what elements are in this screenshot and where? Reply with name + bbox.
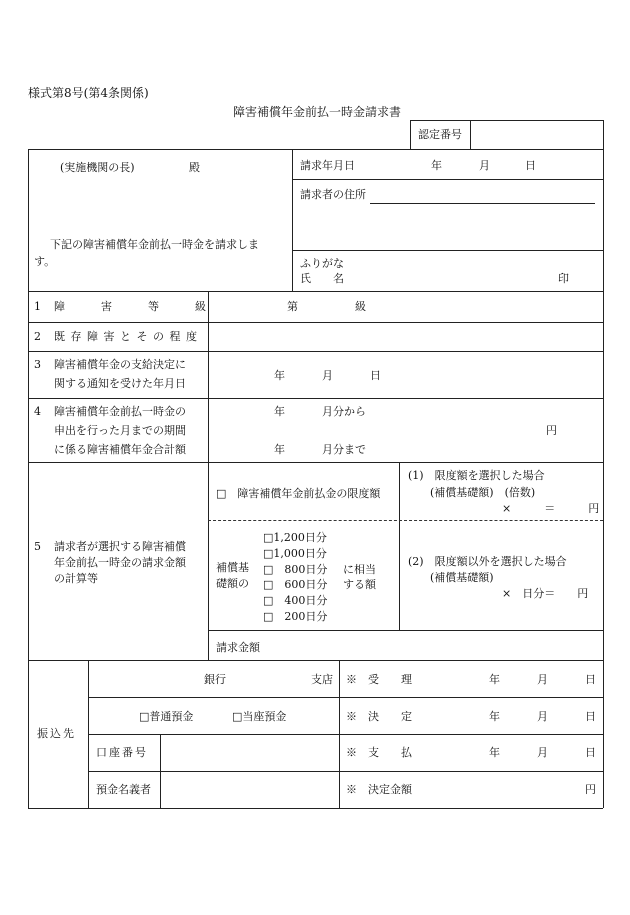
row4-label-line3: に係る障害補償年金合計額 (54, 443, 186, 456)
row1-value-suffix: 級 (355, 300, 366, 313)
row3-day: 日 (370, 369, 381, 382)
received-day: 日 (585, 673, 596, 686)
row3-year: 年 (274, 369, 285, 382)
claim-date-month: 月 (479, 159, 490, 172)
row1-label-char4: 級 (195, 300, 206, 313)
row2-number: 2 (34, 330, 41, 343)
received-year: 年 (489, 673, 500, 686)
decided-label: ※ 決 定 (346, 710, 412, 723)
decided-month: 月 (537, 710, 548, 723)
request-text-cont: す。 (34, 255, 56, 268)
account-number-field[interactable] (161, 735, 338, 770)
row1-label-char2: 害 (101, 300, 112, 313)
case2-calc: × 日分＝ 円 (502, 587, 589, 600)
claim-date-year: 年 (431, 159, 442, 172)
row4-to-month: 月分まで (322, 443, 366, 456)
row4-label-line1: 障害補償年金前払一時金の (54, 405, 186, 418)
request-amount-field[interactable] (270, 632, 602, 659)
decided-amount-yen: 円 (585, 783, 596, 796)
decided-year: 年 (489, 710, 500, 723)
day-option-200[interactable]: □ 200日分 (263, 610, 328, 623)
case2-title: (2) 限度額以外を選択した場合 (408, 555, 567, 568)
equiv-line2: する額 (343, 578, 376, 591)
case1-title: (1) 限度額を選択した場合 (408, 469, 545, 482)
row1-number: 1 (34, 300, 41, 313)
row4-label-line2: 申出を行った月までの期間 (54, 424, 186, 437)
row3-label-line2: 関する通知を受けた年月日 (54, 377, 186, 390)
deposit-ordinary-checkbox[interactable]: □普通預金 (139, 710, 194, 723)
name-label: 氏 名 (300, 272, 344, 285)
claimant-address-label: 請求者の住所 (300, 188, 366, 201)
row3-month: 月 (322, 369, 333, 382)
claim-date-label: 請求年月日 (300, 159, 355, 172)
form-number: 様式第8号(第4条関係) (28, 86, 149, 100)
paid-year: 年 (489, 746, 500, 759)
case2-sub: (補償基礎額) (430, 571, 494, 584)
row5-label-line3: の計算等 (54, 572, 98, 585)
claimant-address-line[interactable] (370, 203, 595, 204)
row1-label-char1: 障 (54, 300, 65, 313)
day-option-600[interactable]: □ 600日分 (263, 578, 328, 591)
equiv-line1: に相当 (343, 563, 376, 576)
furigana-label: ふりがな (300, 257, 344, 270)
received-label: ※ 受 理 (346, 673, 412, 686)
day-option-1000[interactable]: □1,000日分 (263, 547, 327, 560)
approval-number-label: 認定番号 (418, 128, 462, 141)
decided-amount-label: ※ 決定金額 (346, 783, 412, 796)
bank-label: 銀行 (204, 673, 226, 686)
base-label-line1: 補償基 (216, 561, 249, 574)
row5-label-line2: 年金前払一時金の請求金額 (54, 556, 186, 569)
case1-sub: (補償基礎額) (倍数) (430, 486, 536, 499)
paid-month: 月 (537, 746, 548, 759)
row1-label-char3: 等 (148, 300, 159, 313)
row4-number: 4 (34, 405, 41, 418)
row5-label-line1: 請求者が選択する障害補償 (54, 540, 186, 553)
day-option-1200[interactable]: □1,200日分 (263, 531, 327, 544)
row5-number: 5 (34, 540, 41, 553)
transfer-label: 振込先 (37, 727, 76, 740)
account-number-label: 口座番号 (96, 746, 148, 759)
approval-number-field[interactable] (471, 121, 602, 148)
row4-from-month: 月分から (322, 405, 366, 418)
addressee-org: (実施機関の長) (60, 161, 135, 174)
received-month: 月 (537, 673, 548, 686)
day-option-400[interactable]: □ 400日分 (263, 594, 328, 607)
paid-day: 日 (585, 746, 596, 759)
base-label-line2: 礎額の (216, 577, 249, 590)
limit-option-checkbox[interactable]: □ 障害補償年金前払金の限度額 (216, 487, 381, 500)
addressee-honorific: 殿 (189, 161, 200, 174)
row2-value-field[interactable] (209, 323, 602, 350)
row1-value-prefix: 第 (287, 300, 298, 313)
row4-to-year: 年 (274, 443, 285, 456)
paid-label: ※ 支 払 (346, 746, 412, 759)
deposit-checking-checkbox[interactable]: □当座預金 (232, 710, 287, 723)
form-title: 障害補償年金前払一時金請求書 (233, 105, 402, 119)
row2-label: 既存障害とその程度 (54, 330, 203, 343)
case1-calc: × ＝ 円 (502, 502, 600, 515)
request-amount-label: 請求金額 (216, 641, 260, 654)
row3-label-line1: 障害補償年金の支給決定に (54, 358, 186, 371)
claim-date-day: 日 (525, 159, 536, 172)
decided-day: 日 (585, 710, 596, 723)
row4-from-year: 年 (274, 405, 285, 418)
branch-label: 支店 (311, 673, 333, 686)
day-option-800[interactable]: □ 800日分 (263, 563, 328, 576)
account-holder-label: 預金名義者 (96, 783, 151, 796)
seal-label: 印 (558, 272, 569, 285)
row3-number: 3 (34, 358, 41, 371)
row4-yen: 円 (546, 424, 557, 437)
request-text: 下記の障害補償年金前払一時金を請求しま (50, 238, 259, 251)
account-holder-field[interactable] (161, 772, 338, 807)
